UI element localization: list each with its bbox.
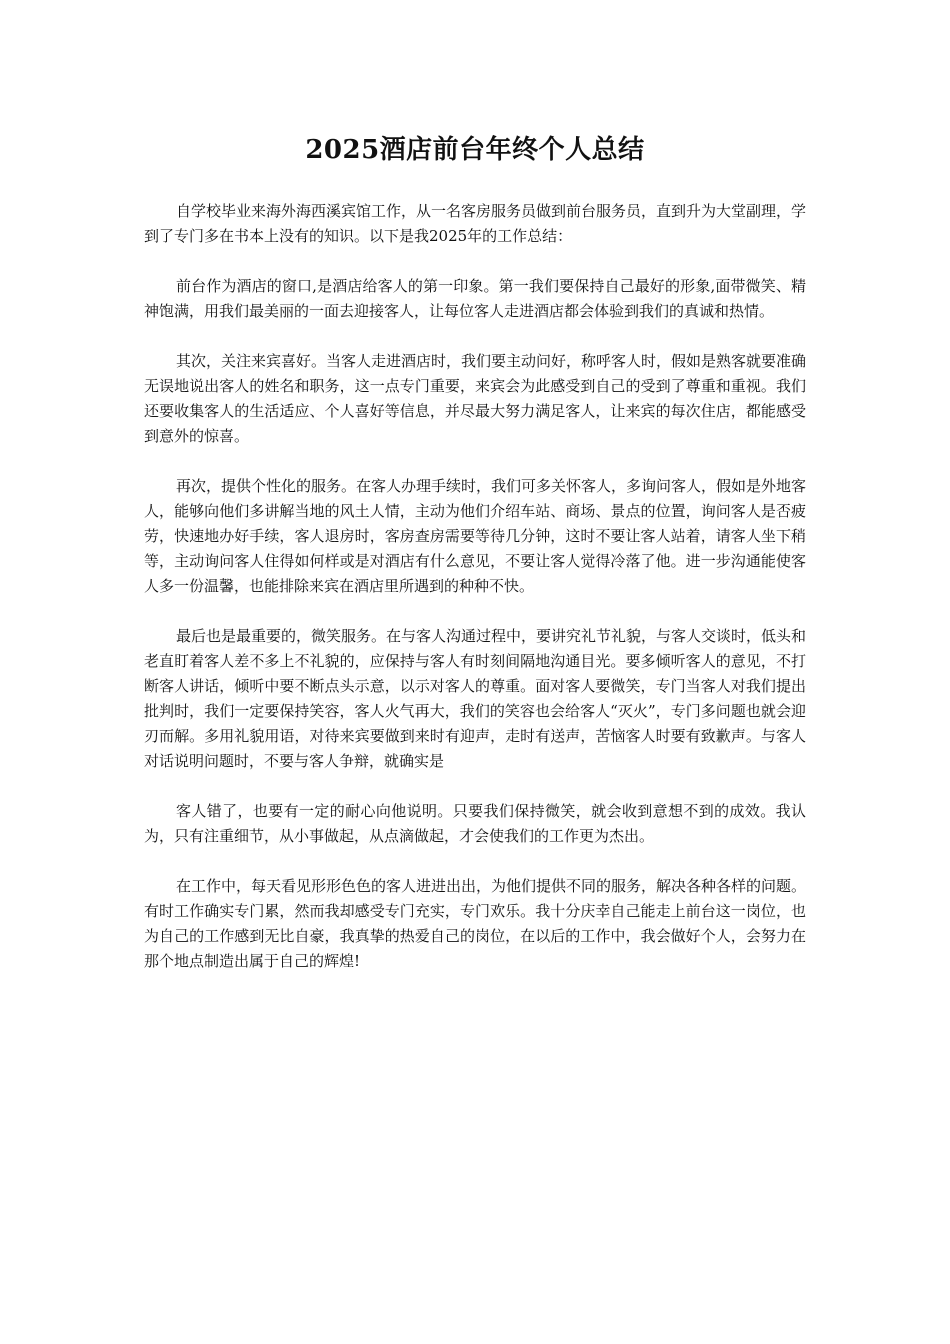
paragraph-conclusion: 在工作中，每天看见形形色色的客人进进出出，为他们提供不同的服务，解决各种各样的问题。有时工作确实专门累，然而我却感受专门充实，专门欢乐。我十分庆幸自己能走上前台这一岗位，也为自己的工作感到无比自豪，我真挚的热爱自己的岗位，在以后的工作中，我会做好个人，会努力在那个地点制造出属于自己的辉煌! bbox=[144, 877, 807, 970]
paragraph-first-impression: 前台作为酒店的窗口,是酒店给客人的第一印象。第一我们要保持自己最好的形象,面带微笑、精神饱满，用我们最美丽的一面去迎接客人，让每位客人走进酒店都会体验到我们的真诚和热情。 bbox=[144, 277, 806, 320]
paragraph-guest-preferences: 其次，关注来宾喜好。当客人走进酒店时，我们要主动问好，称呼客人时，假如是熟客就要准确无误地说出客人的姓名和职务，这一点专门重要，来宾会为此感受到自己的受到了尊重和重视。我们还要收集客人的生活适应、个人喜好等信息，并尽最大努力满足客人，让来宾的每次住店，都能感受到意外的惊喜。 bbox=[144, 352, 807, 445]
document-body bbox=[144, 199, 806, 999]
paragraph-intro: 自学校毕业来海外海西溪宾馆工作，从一名客房服务员做到前台服务员，直到升为大堂副理，学到了专门多在书本上没有的知识。以下是我2025年的工作总结： bbox=[144, 202, 807, 245]
paragraph-patience: 客人错了，也要有一定的耐心向他说明。只要我们保持微笑，就会收到意想不到的成效。我认为，只有注重细节，从小事做起，从点滴做起，才会使我们的工作更为杰出。 bbox=[144, 802, 806, 845]
document-title: 2025酒店前台年终个人总结 bbox=[305, 135, 645, 165]
paragraph-personalized-service: 再次，提供个性化的服务。在客人办理手续时，我们可多关怀客人，多询问客人，假如是外地客人，能够向他们多讲解当地的风土人情，主动为他们介绍车站、商场、景点的位置，询问客人是否疲劳，快速地办好手续，客人退房时，客房查房需要等待几分钟，这时不要让客人站着，请客人坐下稍等，主动询问客人住得如何样或是对酒店有什么意见，不要让客人觉得冷落了他。进一步沟通能使客人多一份温馨，也能排除来宾在酒店里所遇到的种种不快。 bbox=[144, 477, 807, 595]
paragraph-smile-service: 最后也是最重要的，微笑服务。在与客人沟通过程中，要讲究礼节礼貌，与客人交谈时，低头和老直盯着客人差不多上不礼貌的，应保持与客人有时刻间隔地沟通目光。要多倾听客人的意见，不打断客人讲话，倾听中要不断点头示意，以示对客人的尊重。面对客人要微笑，专门当客人对我们提出批判时，我们一定要保持笑容，客人火气再大，我们的笑容也会给客人“灭火”，专门多问题也就会迎刃而解。多用礼貌用语，对待来宾要做到来时有迎声，走时有送声，苦恼客人时要有致歉声。与客人对话说明问题时，不要与客人争辩，就确实是 bbox=[144, 627, 807, 770]
